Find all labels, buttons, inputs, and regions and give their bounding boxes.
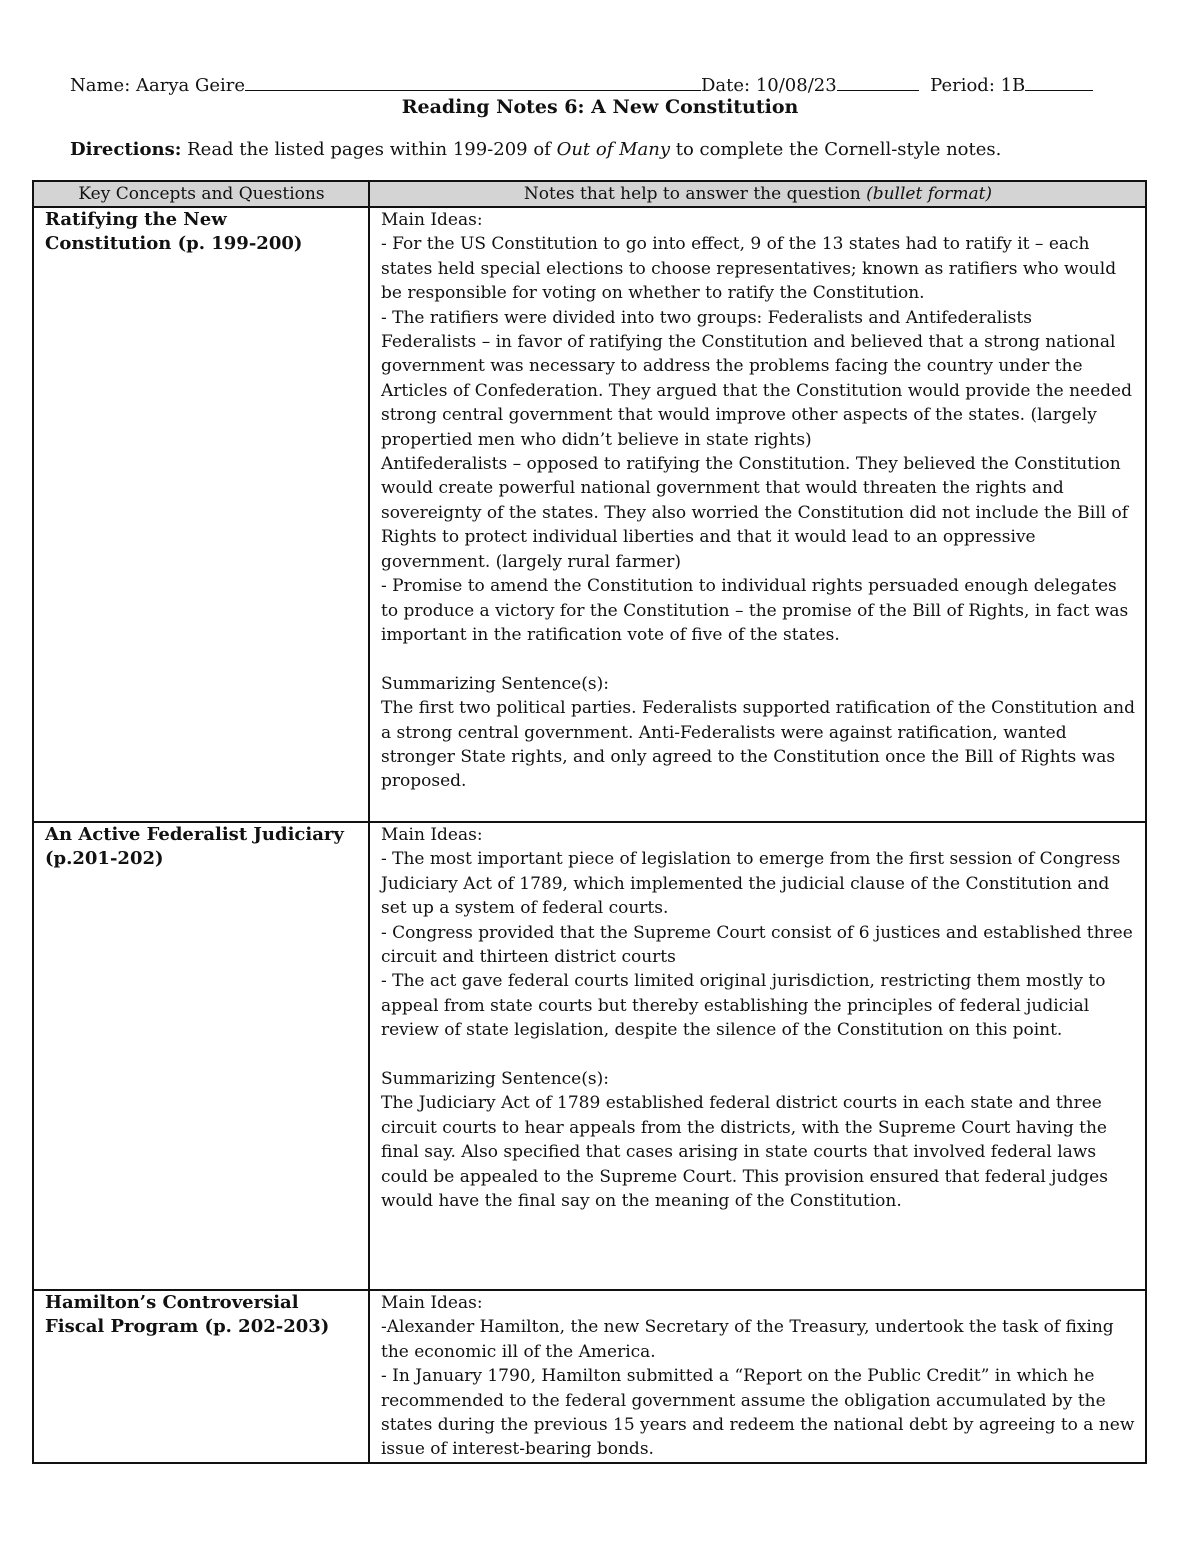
page-title: Reading Notes 6: A New Constitution	[401, 96, 799, 118]
main-ideas-label: Main Ideas:	[381, 825, 483, 845]
main-idea: - The most important piece of legislation to emerge from the first session of Congress Judiciary Act of 1789, which implemented the judicial clause of the Constitution and set up a system of federal courts.	[381, 849, 1121, 919]
summary-text: The Judiciary Act of 1789 established federal district courts in each state and three circuit courts to hear appeals from the districts, with the Supreme Court having the final say. Also specified that cases arising in state courts that involved federal laws could be appealed to the Supreme Court. This provision ensured that federal judges would have the final say on the meaning of the Constitution.	[381, 1093, 1108, 1212]
concept-title: Hamilton’s Controversial Fiscal Program (p. 202-203)	[45, 1292, 330, 1338]
notes-cell	[369, 822, 1146, 1290]
notes-cell	[369, 1290, 1146, 1463]
col2-header	[369, 181, 1146, 207]
main-idea: Federalists – in favor of ratifying the Constitution and believed that a strong national government was necessary to address the problems facing the country under the Articles of Confederation. They argued that the Constitution would provide the needed strong central government that would improve other aspects of the states. (largely propertied men who didn’t believe in state rights)	[381, 332, 1132, 450]
spacer	[381, 1043, 1135, 1067]
main-idea: - Promise to amend the Constitution to individual rights persuaded enough delegates to produce a victory for the Constitution – the promise of the Bill of Rights, in fact was important in the ratification vote of five of the states.	[381, 576, 1129, 645]
main-idea: -Alexander Hamilton, the new Secretary of the Treasury, undertook the task of fixing the economic ill of the America.	[381, 1317, 1114, 1362]
summary-text: The first two political parties. Federalists supported ratification of the Constitution and a strong central government. Anti-Federalists were against ratification, wanted stronger State rights, and only agreed to the Constitution once the Bill of Rights was proposed.	[381, 698, 1135, 792]
concept-title: An Active Federalist Judiciary (p.201-202)	[45, 824, 344, 870]
table-row	[33, 822, 1146, 1290]
name-fill-line	[245, 72, 701, 91]
date-fill-line	[837, 72, 919, 91]
directions-colon: :	[174, 139, 182, 160]
col2-header-em: (bullet format)	[866, 184, 993, 204]
main-idea: Antifederalists – opposed to ratifying the Constitution. They believed the Constitution would create powerful national government that would threaten the rights and sovereignty of the states. They also worried the Constitution did not include the Bill of Rights to protect individual liberties and that it would lead to an oppressive government. (largely rural farmer)	[381, 454, 1129, 572]
main-idea: - The act gave federal courts limited original jurisdiction, restricting them mostly to appeal from state courts but thereby establishing the principles of federal judicial review of state legislation, despite the silence of the Constitution on this point.	[381, 971, 1106, 1041]
table-row	[33, 1290, 1146, 1463]
table-header-row	[33, 181, 1146, 207]
summary-label: Summarizing Sentence(s):	[381, 673, 609, 694]
spacer	[381, 647, 1135, 671]
col1-header: Key Concepts and Questions	[33, 181, 369, 207]
table-row	[33, 207, 1146, 822]
concept-cell	[33, 207, 369, 822]
main-idea: - The ratifiers were divided into two groups: Federalists and Antifederalists	[381, 307, 1032, 328]
directions-text-after: to complete the Cornell-style notes.	[670, 139, 1002, 160]
directions	[70, 138, 1150, 162]
main-ideas-label: Main Ideas:	[381, 1293, 483, 1313]
cornell-notes-table	[32, 180, 1147, 1464]
period-label: Period: 1B	[930, 75, 1026, 96]
period-fill-line	[1025, 72, 1093, 91]
summary-label: Summarizing Sentence(s):	[381, 1069, 609, 1090]
directions-text-before: Read the listed pages within 199-209 of	[181, 139, 557, 160]
period-spacer	[919, 75, 930, 96]
name-label: Name: Aarya Geire	[70, 75, 245, 96]
main-idea: - In January 1790, Hamilton submitted a “Report on the Public Credit” in which he recommended to the federal government assume the obligation accumulated by the states during the previous 15 years and redeem the national debt by agreeing to a new issue of interest-bearing bonds.	[381, 1366, 1135, 1460]
concept-title: Ratifying the New Constitution (p. 199-200)	[45, 209, 303, 255]
main-idea: - Congress provided that the Supreme Court consist of 6 justices and established three circuit and thirteen district courts	[381, 922, 1133, 968]
main-ideas-label: Main Ideas:	[381, 210, 483, 230]
notes-cell	[369, 207, 1146, 822]
concept-cell	[33, 1290, 369, 1463]
directions-book-title: Out of Many	[556, 139, 671, 160]
main-idea: - For the US Constitution to go into effect, 9 of the 13 states had to ratify it – each states held special elections to choose representatives; known as ratifiers who would be responsible for voting on whether to ratify the Constitution.	[381, 234, 1117, 304]
concept-cell	[33, 822, 369, 1290]
col2-header-text: Notes that help to answer the question	[523, 184, 867, 204]
directions-lead: Directions	[70, 139, 175, 160]
date-label: Date: 10/08/23	[701, 75, 837, 96]
